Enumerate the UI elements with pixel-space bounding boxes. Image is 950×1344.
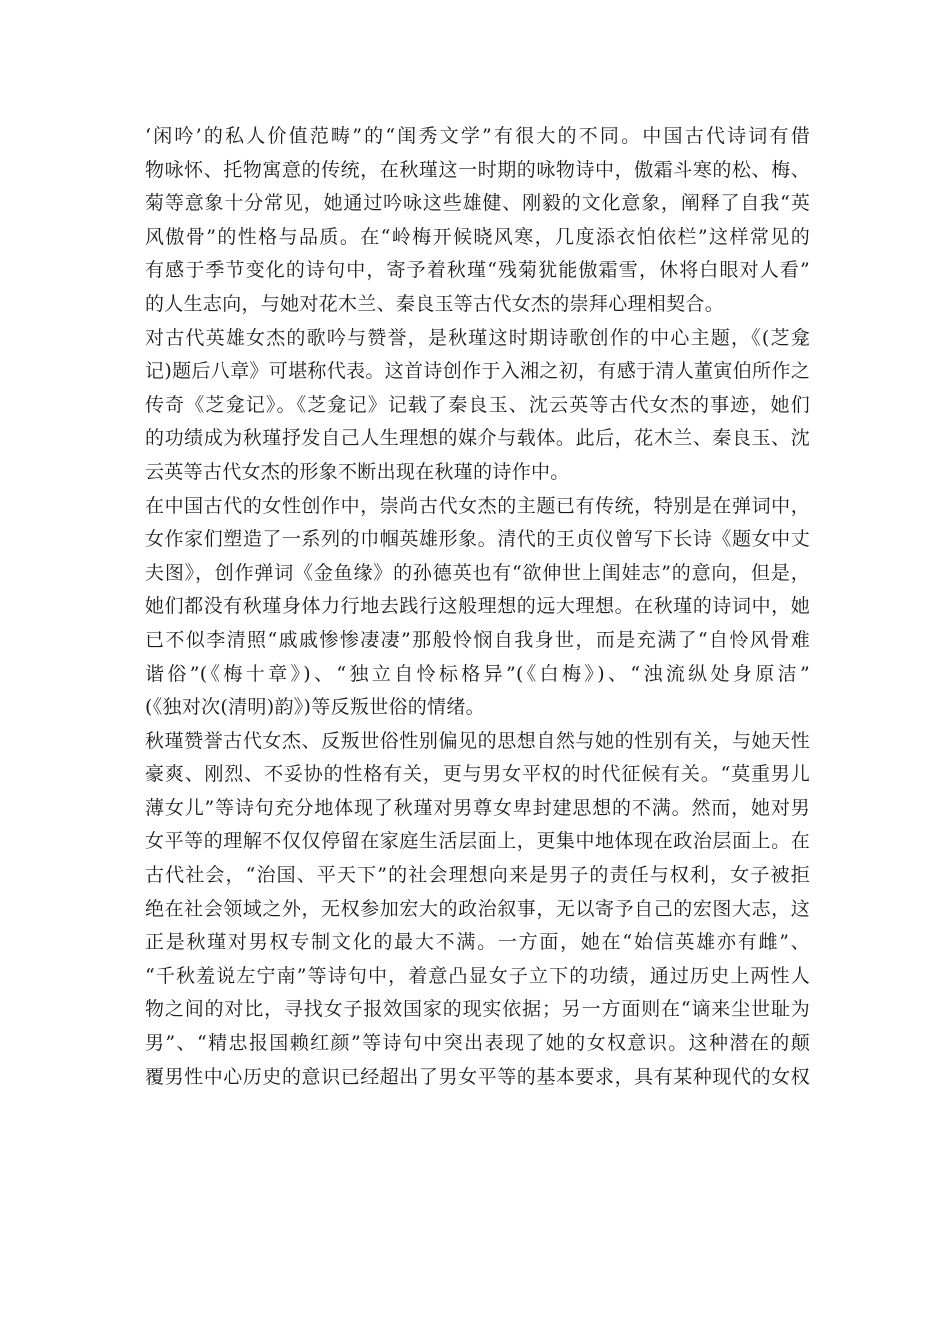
text-line: 云英等古代女杰的形象不断出现在秋瑾的诗作中。 [145,460,570,483]
text-line: (《独对次(清明)韵》)等反叛世俗的情绪。 [145,696,485,719]
text-line: 已不似李清照“戚戚惨惨凄凄”那般怜悯自我身世，而是充满了“自怜风骨难 [145,628,810,651]
text-line: 对古代英雄女杰的歌吟与赞誉，是秋瑾这时期诗歌创作的中心主题，《(芝龛 [145,326,810,349]
text-line: 她们都没有秋瑾身体力行地去践行这般理想的远大理想。在秋瑾的诗词中，她 [145,595,810,618]
text-line: 正是秋瑾对男权专制文化的最大不满。一方面，她在“始信英雄亦有雌”、 [145,931,810,954]
text-line: 古代社会，“治国、平天下”的社会理想向来是男子的责任与权利，女子被拒 [145,864,810,887]
text-line: 男”、“精忠报国赖红颜”等诗句中突出表现了她的女权意识。这种潜在的颠 [145,1032,810,1055]
text-line: 女平等的理解不仅仅停留在家庭生活层面上，更集中地体现在政治层面上。在 [145,830,810,853]
text-line: 物咏怀、托物寓意的传统，在秋瑾这一时期的咏物诗中，傲霜斗寒的松、梅、 [145,158,810,181]
text-line: 豪爽、刚烈、不妥协的性格有关，更与男女平权的时代征候有关。“莫重男儿 [145,763,810,786]
text-line: ‘闲吟’的私人价值范畴”的“闺秀文学”有很大的不同。中国古代诗词有借 [145,125,810,147]
text-line: 风傲骨”的性格与品质。在“岭梅开候晓风寒，几度添衣怕依栏”这样常见的 [145,225,810,248]
text-line: 传奇《芝龛记》。《芝龛记》记载了秦良玉、沈云英等古代女杰的事迹，她们 [145,393,810,416]
body-text [145,120,810,1094]
text-line: 物之间的对比，寻找女子报效国家的现实依据；另一方面则在“谪来尘世耻为 [145,998,810,1021]
text-line: 夫图》，创作弹词《金鱼缘》的孙德英也有“欲伸世上闺娃志”的意向，但是， [145,561,810,584]
text-line: 绝在社会领域之外，无权参加宏大的政治叙事，无以寄予自己的宏图大志，这 [145,897,810,920]
text-line: 秋瑾赞誉古代女杰、反叛世俗性别偏见的思想自然与她的性别有关，与她天性 [145,729,810,752]
text-line: 女作家们塑造了一系列的巾帼英雄形象。清代的王贞仪曾写下长诗《题女中丈 [145,528,810,551]
text-line: 覆男性中心历史的意识已经超出了男女平等的基本要求，具有某种现代的女权 [145,1065,810,1088]
text-line: 谐俗”(《梅十章》)、“独立自怜标格异”(《白梅》)、“浊流纵处身原洁” [145,662,810,685]
text-line: 薄女儿”等诗句充分地体现了秋瑾对男尊女卑封建思想的不满。然而，她对男 [145,796,810,819]
text-line: 的人生志向，与她对花木兰、秦良玉等古代女杰的崇拜心理相契合。 [145,292,725,315]
text-line: 记)题后八章》可堪称代表。这首诗创作于入湘之初，有感于清人董寅伯所作之 [145,360,810,383]
text-line: 在中国古代的女性创作中，崇尚古代女杰的主题已有传统，特别是在弹词中， [145,494,810,517]
text-line: 有感于季节变化的诗句中，寄予着秋瑾“残菊犹能傲霜雪，休将白眼对人看” [145,259,810,282]
text-line: 菊等意象十分常见，她通过吟咏这些雄健、刚毅的文化意象，阐释了自我“英 [145,192,810,215]
text-line: “千秋羞说左宁南”等诗句中，着意凸显女子立下的功绩，通过历史上两性人 [145,964,810,987]
text-line: 的功绩成为秋瑾抒发自己人生理想的媒介与载体。此后，花木兰、秦良玉、沈 [145,427,810,450]
